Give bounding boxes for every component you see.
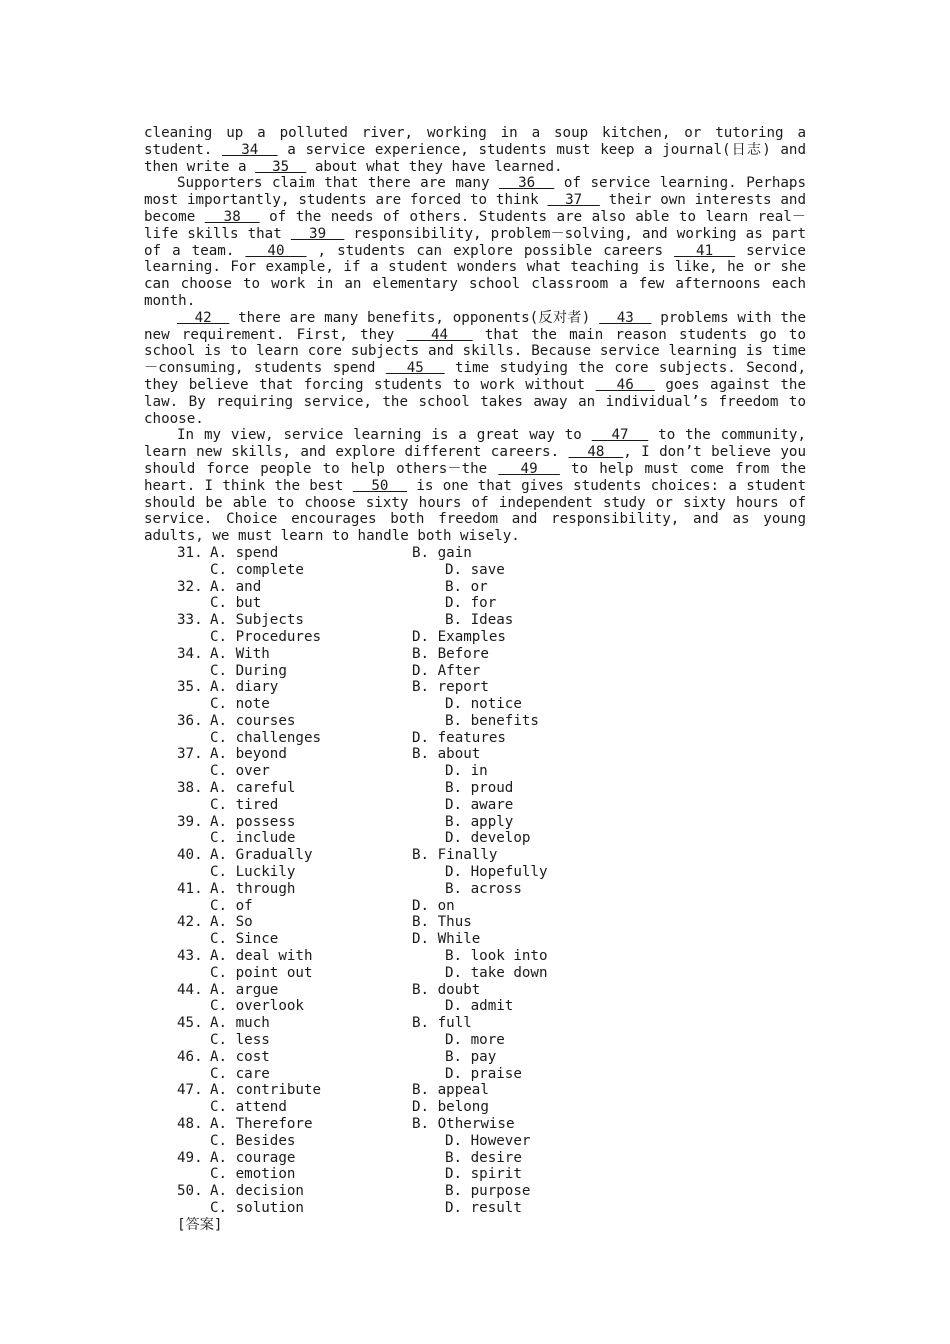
passage-text: to the community, learn new skills, and explore different careers. — [144, 427, 807, 461]
passage-text: Supporters claim that there are many — [177, 175, 500, 192]
option-c: C. attend — [210, 1099, 287, 1116]
option-d: D. While — [412, 931, 481, 948]
answer-blank: 50 — [352, 477, 408, 494]
option-b: B. Before — [412, 645, 489, 662]
option-d: D. Examples — [412, 628, 506, 645]
passage-text: , I don’t believe you should force people to help others－the — [144, 444, 806, 477]
option-b: B. doubt — [412, 981, 481, 998]
passage-paragraph-3 — [144, 310, 806, 428]
passage-paragraph-2 — [144, 175, 806, 309]
passage-text: time studying the core subjects. Second, they believe that forcing students to work without — [144, 360, 806, 393]
answer-blank: 44 — [406, 326, 473, 343]
option-c: C. Luckily — [210, 864, 296, 881]
passage-text: problems with the new requirement. First, they — [144, 309, 807, 343]
option-c: C. care — [210, 1065, 270, 1082]
passage-text: a service experience, students must keep a journal(日志) and then write a — [144, 141, 807, 175]
question-row-second-line — [144, 898, 806, 915]
question-number: 32. — [177, 578, 203, 595]
option-a: A. Subjects — [210, 612, 304, 629]
option-a: A. deal with — [210, 948, 313, 965]
option-d: D. more — [445, 1032, 505, 1049]
question-number: 41. — [177, 880, 203, 897]
option-c: C. less — [210, 1032, 270, 1049]
question-number: 47. — [177, 1082, 203, 1099]
option-c: C. complete — [210, 561, 304, 578]
question-row — [144, 612, 806, 629]
option-d: D. develop — [445, 830, 531, 847]
question-row-second-line — [144, 629, 806, 646]
option-c: C. over — [210, 763, 270, 780]
answer-label: [答案] — [177, 1216, 223, 1233]
option-b: B. or — [445, 578, 488, 595]
option-d: D. notice — [445, 696, 522, 713]
option-d: D. on — [412, 897, 455, 914]
option-a: A. So — [210, 914, 253, 931]
passage-text: that the main reason students go to school is to learn core subjects and skills. Because service learning is time－consuming, students spend — [144, 326, 806, 377]
option-d: D. However — [445, 1132, 531, 1149]
question-number: 34. — [177, 645, 203, 662]
passage-paragraph-4 — [144, 427, 806, 545]
answer-blank: 49 — [498, 460, 560, 477]
answer-blank: 43 — [599, 309, 652, 326]
question-row-second-line — [144, 797, 806, 814]
answer-blank: 46 — [595, 376, 655, 393]
option-d: D. belong — [412, 1099, 489, 1116]
document-page — [144, 125, 806, 1234]
question-row-second-line — [144, 864, 806, 881]
question-number: 45. — [177, 1015, 203, 1032]
question-row — [144, 713, 806, 730]
option-a: A. and — [210, 578, 262, 595]
passage-text: In my view, service learning is a great way to — [177, 427, 592, 444]
question-options — [144, 545, 806, 1217]
passage-text: responsibility, problem－solving, and working as part of a team. — [144, 225, 807, 259]
question-number: 42. — [177, 914, 203, 931]
option-d: D. save — [445, 561, 505, 578]
option-a: A. possess — [210, 813, 296, 830]
option-c: C. note — [210, 696, 270, 713]
option-b: B. about — [412, 746, 481, 763]
option-c: C. Besides — [210, 1132, 296, 1149]
passage-text: goes against the law. By requiring service, the school takes away an individual’s freedom to choose. — [144, 376, 807, 427]
question-number: 46. — [177, 1048, 203, 1065]
option-a: A. contribute — [210, 1082, 322, 1099]
option-a: A. careful — [210, 780, 296, 797]
option-a: A. Therefore — [210, 1116, 313, 1133]
option-b: B. pay — [445, 1048, 497, 1065]
question-number: 48. — [177, 1116, 203, 1133]
option-d: D. in — [445, 763, 488, 780]
question-number: 37. — [177, 746, 203, 763]
option-b: B. Otherwise — [412, 1116, 515, 1133]
option-a: A. courses — [210, 712, 296, 729]
answer-blank: 36 — [499, 175, 555, 192]
passage-text: their own interests and become — [144, 192, 806, 225]
option-a: A. beyond — [210, 746, 287, 763]
option-b: B. gain — [412, 544, 472, 561]
passage-text: is one that gives students choices: a student should be able to choose sixty hours of independent study or sixty hours of service. Choice encourages both freedom and responsibility, and as young adults, we must learn to handle both wisely. — [144, 477, 807, 545]
option-d: D. admit — [445, 998, 514, 1015]
option-c: C. include — [210, 830, 296, 847]
answer-blank: 48 — [568, 444, 624, 461]
option-b: B. across — [445, 880, 522, 897]
question-row — [144, 780, 806, 797]
option-d: D. aware — [445, 796, 514, 813]
option-b: B. report — [412, 679, 489, 696]
answer-blank: 35 — [255, 158, 307, 175]
question-number: 33. — [177, 612, 203, 629]
question-row — [144, 646, 806, 663]
option-d: D. After — [412, 662, 481, 679]
option-c: C. overlook — [210, 998, 304, 1015]
question-row-second-line — [144, 1200, 806, 1217]
question-number: 43. — [177, 948, 203, 965]
passage-text: to help must come from the heart. I think the best — [144, 460, 807, 494]
option-b: B. benefits — [445, 712, 539, 729]
question-row-second-line — [144, 1166, 806, 1183]
question-row-second-line — [144, 663, 806, 680]
answer-blank: 41 — [674, 242, 736, 259]
option-b: B. Thus — [412, 914, 472, 931]
question-row — [144, 1116, 806, 1133]
question-row — [144, 1082, 806, 1099]
option-c: C. challenges — [210, 729, 322, 746]
question-row-second-line — [144, 1099, 806, 1116]
passage-paragraph-1 — [144, 125, 806, 175]
question-row-second-line — [144, 931, 806, 948]
question-row — [144, 746, 806, 763]
answer-blank: 37 — [547, 192, 600, 209]
option-a: A. decision — [210, 1183, 304, 1200]
question-number: 50. — [177, 1183, 203, 1200]
question-row — [144, 847, 806, 864]
option-c: C. solution — [210, 1200, 304, 1216]
answer-blank: 38 — [204, 208, 260, 225]
question-row-second-line — [144, 696, 806, 713]
option-d: D. Hopefully — [445, 864, 548, 881]
answer-blank: 45 — [385, 360, 445, 377]
question-number: 35. — [177, 679, 203, 696]
question-row — [144, 679, 806, 696]
option-a: A. cost — [210, 1048, 270, 1065]
option-b: B. proud — [445, 780, 514, 797]
passage-text: cleaning up a polluted river, working in a soup kitchen, or tutoring a student. — [144, 125, 806, 158]
question-row — [144, 948, 806, 965]
answer-blank: 42 — [177, 309, 230, 326]
option-c: C. During — [210, 662, 287, 679]
question-number: 36. — [177, 712, 203, 729]
question-row-second-line — [144, 1133, 806, 1150]
option-d: D. result — [445, 1200, 522, 1216]
passage-text: there are many benefits, opponents(反对者) — [229, 309, 600, 326]
option-a: A. spend — [210, 544, 279, 561]
question-row — [144, 1049, 806, 1066]
question-number: 40. — [177, 847, 203, 864]
question-row-second-line — [144, 1066, 806, 1083]
question-number: 38. — [177, 780, 203, 797]
option-b: B. purpose — [445, 1183, 531, 1200]
question-row — [144, 1183, 806, 1200]
option-c: C. Since — [210, 931, 279, 948]
option-b: B. Finally — [412, 847, 498, 864]
option-b: B. appeal — [412, 1082, 489, 1099]
question-number: 39. — [177, 813, 203, 830]
answer-blank: 34 — [221, 141, 278, 158]
question-number: 49. — [177, 1149, 203, 1166]
option-b: B. Ideas — [445, 612, 514, 629]
question-number: 44. — [177, 981, 203, 998]
passage-text: about what they have learned. — [306, 158, 563, 175]
passage-text: of service learning. Perhaps most importantly, students are forced to think — [144, 175, 806, 209]
question-row — [144, 1150, 806, 1167]
option-d: D. praise — [445, 1065, 522, 1082]
option-b: B. desire — [445, 1149, 522, 1166]
option-a: A. much — [210, 1015, 270, 1032]
option-a: A. courage — [210, 1149, 296, 1166]
option-c: C. Procedures — [210, 628, 322, 645]
option-d: D. spirit — [445, 1166, 522, 1183]
option-a: A. through — [210, 880, 296, 897]
question-row-second-line — [144, 1032, 806, 1049]
option-a: A. Gradually — [210, 847, 313, 864]
question-number: 31. — [177, 544, 203, 561]
option-c: C. of — [210, 897, 253, 914]
option-c: C. point out — [210, 964, 313, 981]
option-c: C. emotion — [210, 1166, 296, 1183]
question-row — [144, 1015, 806, 1032]
option-a: A. With — [210, 645, 270, 662]
question-row-second-line — [144, 595, 806, 612]
answer-blank: 47 — [591, 427, 649, 444]
question-row-second-line — [144, 998, 806, 1015]
option-c: C. tired — [210, 796, 279, 813]
option-d: D. features — [412, 729, 506, 746]
answer-blank: 40 — [245, 242, 307, 259]
answer-blank: 39 — [290, 225, 345, 242]
question-row — [144, 982, 806, 999]
question-row — [144, 881, 806, 898]
option-a: A. diary — [210, 679, 279, 696]
question-row-second-line — [144, 965, 806, 982]
option-a: A. argue — [210, 981, 279, 998]
passage-text: of the needs of others. Students are also able to learn real－life skills that — [144, 208, 806, 242]
question-row — [144, 914, 806, 931]
question-row — [144, 814, 806, 831]
option-d: D. take down — [445, 964, 548, 981]
question-row — [144, 545, 806, 562]
question-row-second-line — [144, 763, 806, 780]
question-row-second-line — [144, 830, 806, 847]
passage-text: service learning. For example, if a student wonders what teaching is like, he or she can choose to work in an elementary school classroom a few afternoons each month. — [144, 242, 806, 309]
option-c: C. but — [210, 595, 262, 612]
option-d: D. for — [445, 595, 497, 612]
question-row-second-line — [144, 562, 806, 579]
option-b: B. look into — [445, 948, 548, 965]
question-row-second-line — [144, 730, 806, 747]
passage-text: , students can explore possible careers — [306, 242, 675, 259]
question-row — [144, 579, 806, 596]
option-b: B. apply — [445, 813, 514, 830]
option-b: B. full — [412, 1015, 472, 1032]
